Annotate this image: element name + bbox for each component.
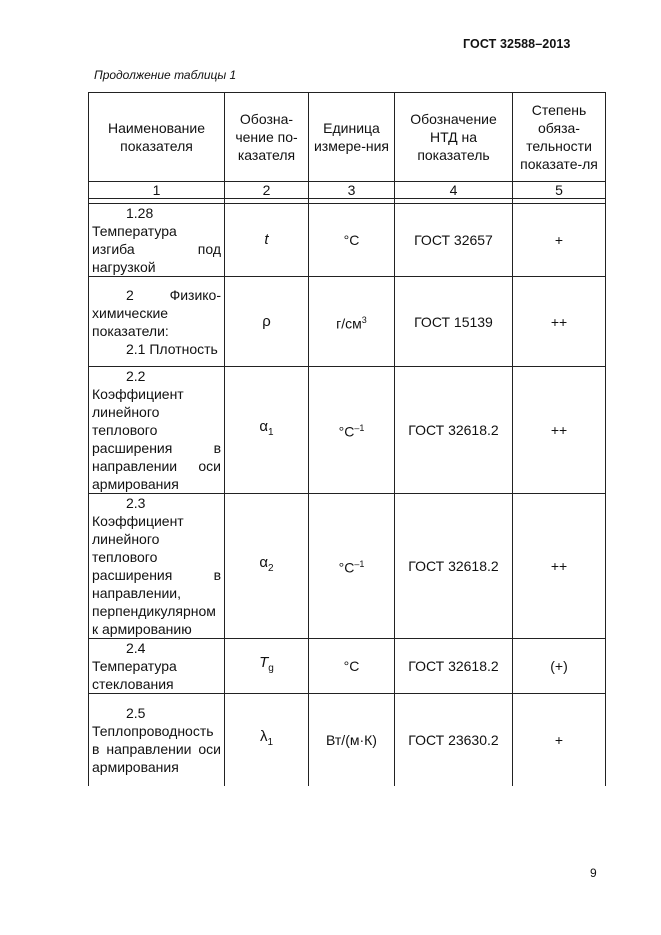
degree-cell: ++ [513,277,606,367]
indicator-symbol: t [225,204,309,277]
table-row [89,277,606,367]
indicator-symbol: $\alpha_2$ [225,494,309,639]
indicator-symbol: ρ [225,277,309,367]
indicator-name: 1.28 Температура изгиба под нагрузкой [89,204,225,277]
column-number: 2 [225,182,309,199]
ntd-cell: ГОСТ 32618.2 [395,367,513,494]
unit-cell: $^\circ C^{-1}$ [309,494,395,639]
indicators-table [88,92,606,786]
degree-cell: ++ [513,367,606,494]
indicator-name: 2 Физико-химические показатели: 2.1 Плотность [89,277,225,367]
unit-cell: $г/см^3$ [309,277,395,367]
table-row [89,494,606,639]
table-row [89,367,606,494]
table-row [89,204,606,277]
ntd-cell: ГОСТ 32618.2 [395,639,513,694]
header-unit: Единица измере-ния [309,93,395,182]
unit-cell: $^\circ C^{-1}$ [309,367,395,494]
header-indicator-symbol: Обозна-чение по-казателя [225,93,309,182]
degree-cell: + [513,204,606,277]
unit-cell: °C [309,204,395,277]
ntd-cell: ГОСТ 32618.2 [395,494,513,639]
column-number: 4 [395,182,513,199]
degree-cell: ++ [513,494,606,639]
degree-cell: (+) [513,639,606,694]
column-number-row [89,182,606,199]
degree-cell: + [513,694,606,786]
ntd-cell: ГОСТ 15139 [395,277,513,367]
indicator-name: 2.3 Коэффициент линейного теплового расширения в направлении, перпендикулярном к армированию [89,494,225,639]
column-number: 1 [89,182,225,199]
unit-cell: Вт/(м·К) [309,694,395,786]
unit-cell: °C [309,639,395,694]
indicator-symbol: $\lambda_1$ [225,694,309,786]
column-number: 5 [513,182,606,199]
header-indicator-name: Наименование показателя [89,93,225,182]
indicator-symbol: $\alpha_1$ [225,367,309,494]
column-number: 3 [309,182,395,199]
document-standard-header: ГОСТ 32588–2013 [463,37,571,51]
ntd-cell: ГОСТ 32657 [395,204,513,277]
header-mandatory-degree: Степень обяза-тельности показате-ля [513,93,606,182]
page-number: 9 [590,866,597,880]
indicator-symbol: $T_g$ [225,639,309,694]
indicator-name: 2.5 Теплопроводность в направлении оси армирования [89,694,225,786]
table-row [89,694,606,786]
table-caption: Продолжение таблицы 1 [94,68,237,82]
table-header-row [89,93,606,182]
indicator-name: 2.4 Температура стеклования [89,639,225,694]
header-ntd: Обозначение НТД на показатель [395,93,513,182]
table-row [89,639,606,694]
ntd-cell: ГОСТ 23630.2 [395,694,513,786]
indicator-name: 2.2 Коэффициент линейного теплового расширения в направлении оси армирования [89,367,225,494]
